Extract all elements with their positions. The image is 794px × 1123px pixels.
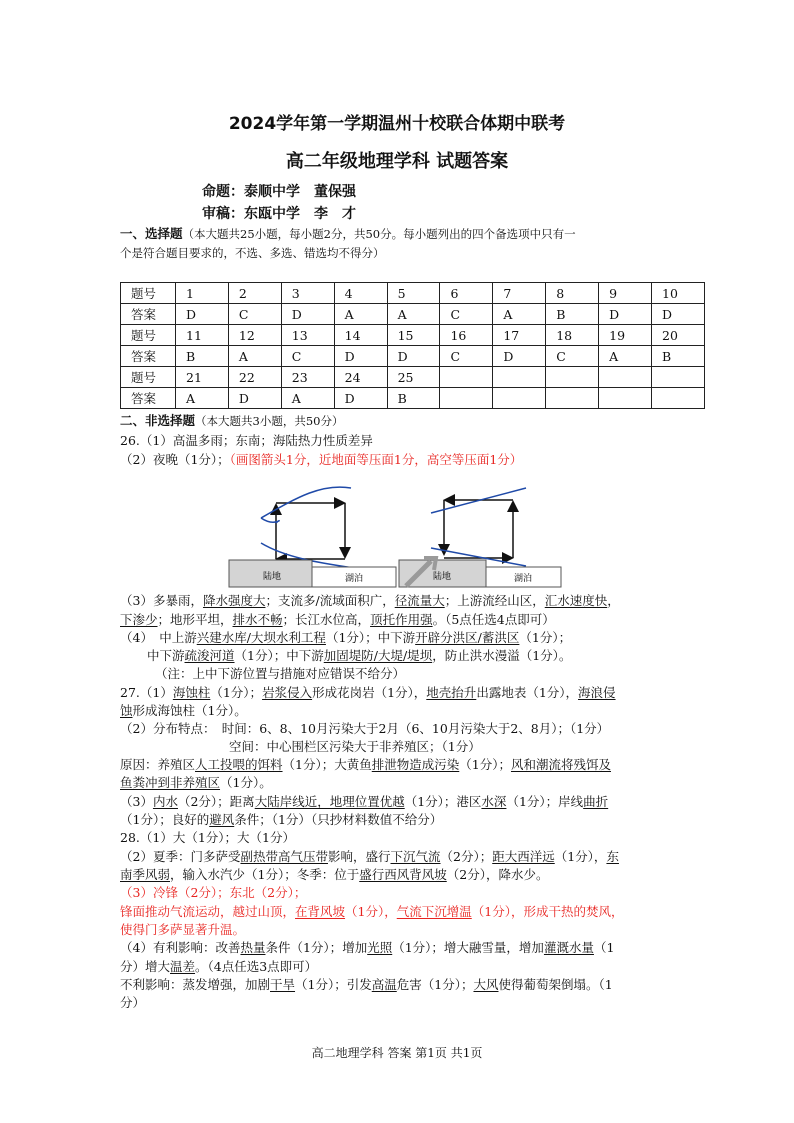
text-segment: 形成海蚀柱（1分）。 <box>132 703 247 718</box>
q27-part3-line2 <box>120 810 442 829</box>
row-header-cell: 答案 <box>121 346 176 367</box>
text-segment: 分）增大 <box>120 959 171 974</box>
answer-cell: 19 <box>599 325 652 346</box>
key-point: 顶托作用强 <box>370 612 433 627</box>
answer-cell: 3 <box>281 283 334 304</box>
q28-part4-line2 <box>120 957 317 976</box>
q26-part3-line1 <box>120 591 620 610</box>
key-point: 曲折 <box>583 794 609 809</box>
text-segment: （1分）； <box>210 685 263 700</box>
answer-cell <box>440 367 493 388</box>
text-segment: ；长江水位高， <box>282 612 371 627</box>
answer-cell: 11 <box>176 325 229 346</box>
q28-part2-line2 <box>120 865 548 884</box>
q26-part2-scoring: （画图箭头1分，近地面等压面1分，高空等压面1分） <box>229 452 523 467</box>
q28-part2-line1 <box>120 847 619 866</box>
q27-part1-line2 <box>120 701 247 720</box>
answer-cell <box>493 367 546 388</box>
answer-cell <box>546 367 599 388</box>
text-segment: 使得葡萄架倒塌。（1 <box>498 977 613 992</box>
answer-cell: B <box>387 388 440 409</box>
answer-cell: 1 <box>176 283 229 304</box>
answer-cell: 20 <box>652 325 705 346</box>
key-point: 南季风弱 <box>120 867 171 882</box>
text-segment: 27.（1） <box>120 685 173 700</box>
answer-cell: A <box>599 346 652 367</box>
answer-cell: 14 <box>334 325 387 346</box>
text-segment: （2分），降水少。 <box>446 867 549 882</box>
table-row <box>121 325 705 346</box>
answer-cell <box>652 367 705 388</box>
key-point: 下沉气流 <box>390 849 441 864</box>
key-point: 海浪侵 <box>578 685 616 700</box>
page-footer: 高二地理学科 答案 第1页 共1页 <box>311 1046 483 1060</box>
q28-part3-line1: （3）冷锋（2分）；东北（2分）； <box>120 885 307 900</box>
key-point: 热量 <box>240 940 266 955</box>
answer-cell: 21 <box>176 367 229 388</box>
answer-cell: B <box>176 346 229 367</box>
text-segment: （4）有利影响：改善 <box>120 940 241 955</box>
text-segment: ；地形平坦， <box>157 612 233 627</box>
text-segment: （1分）；良好的 <box>120 812 210 827</box>
text-segment: ；支流多/流域面积广， <box>265 593 395 608</box>
answer-cell: 7 <box>493 283 546 304</box>
key-point: 水深 <box>481 794 507 809</box>
row-header-cell: 答案 <box>121 304 176 325</box>
answer-cell: 6 <box>440 283 493 304</box>
answer-cell: 9 <box>599 283 652 304</box>
answer-cell: 8 <box>546 283 599 304</box>
key-point: 疏浚河道 <box>184 648 235 663</box>
key-point: 排水不畅 <box>232 612 283 627</box>
section1-title: 一、选择题 <box>120 226 183 241</box>
text-segment: ， <box>607 593 620 608</box>
text-segment: （1分）；中下游 <box>325 630 416 645</box>
text-segment: 。（4点任选3点即可） <box>195 959 318 974</box>
key-point: 人工投喂的饵料 <box>195 757 283 772</box>
answer-cell: D <box>652 304 705 325</box>
answer-cell: A <box>281 388 334 409</box>
answer-cell: C <box>440 346 493 367</box>
key-point: 盛行西风背风坡 <box>359 867 447 882</box>
answer-cell: C <box>281 346 334 367</box>
text-segment: 危害（1分）； <box>396 977 474 992</box>
lake-label-right: 湖泊 <box>513 574 533 584</box>
q27-part1-line1 <box>120 683 616 702</box>
q26-part4-note: （注：上中下游位置与措施对应错误不给分） <box>155 666 406 681</box>
text-segment: （1 <box>593 940 615 955</box>
answer-cell: 16 <box>440 325 493 346</box>
text-segment: （1分）；大黄鱼 <box>282 757 372 772</box>
pressure-diagram <box>226 478 566 590</box>
answer-cell: D <box>387 346 440 367</box>
text-segment: 条件；（1分）（只抄材料数值不给分） <box>234 812 443 827</box>
answer-cell: 15 <box>387 325 440 346</box>
key-point: 东 <box>606 849 619 864</box>
key-point: 高温 <box>371 977 397 992</box>
exam-subtitle: 高二年级地理学科 试题答案 <box>285 151 509 172</box>
table-row <box>121 346 705 367</box>
row-header-cell: 题号 <box>121 325 176 346</box>
answer-cell: 5 <box>387 283 440 304</box>
q26-part1: 26.（1）高温多雨；东南；海陆热力性质差异 <box>120 433 373 448</box>
answer-cell <box>546 388 599 409</box>
text-segment: 形成花岗岩（1分）， <box>312 685 427 700</box>
text-segment: 原因：养殖区 <box>120 757 196 772</box>
text-segment: 中下游 <box>147 648 185 663</box>
text-segment: （2分）；距离 <box>177 794 255 809</box>
key-point: 避风 <box>209 812 235 827</box>
q27-part3-line1 <box>120 792 608 811</box>
land-label-right: 陆地 <box>432 572 452 582</box>
key-point: 鱼粪冲到非养殖区 <box>120 775 221 790</box>
answer-cell: 4 <box>334 283 387 304</box>
answer-cell: A <box>176 388 229 409</box>
key-point: 副热带高气压带 <box>240 849 328 864</box>
key-point: 海蚀柱 <box>172 685 211 700</box>
q27-reason-line2 <box>120 773 272 792</box>
q27-part2-time: （2）分布特点： 时间：6、8、10月污染大于2月（6、10月污染大于2、8月）；（1分） <box>120 721 610 736</box>
land-label-left: 陆地 <box>262 572 282 582</box>
lake-label-left: 湖泊 <box>344 574 364 584</box>
section2-note: （本大题共3小题，共50分） <box>195 414 344 428</box>
answer-cell: A <box>334 304 387 325</box>
answer-cell: A <box>228 346 281 367</box>
answer-cell: 2 <box>228 283 281 304</box>
answer-cell: D <box>334 388 387 409</box>
text-segment: （1分），形成干热的焚风， <box>471 904 624 919</box>
answer-cell: 18 <box>546 325 599 346</box>
text-segment: ；上游流经山区， <box>444 593 545 608</box>
table-row <box>121 388 705 409</box>
answer-cell: D <box>493 346 546 367</box>
key-point: 内水 <box>152 794 178 809</box>
section1-note-cont: 个是符合题目要求的，不选、多选、错选均不得分） <box>120 246 385 260</box>
text-segment: ，输入水汽少（1分）；冬季：位于 <box>170 867 360 882</box>
answer-cell: D <box>176 304 229 325</box>
section1-note: （本大题共25小题，每小题2分，共50分。每小题列出的四个备选项中只有一 <box>182 227 576 241</box>
key-point: 径流量大 <box>394 593 445 608</box>
row-header-cell: 题号 <box>121 367 176 388</box>
answer-cell: C <box>546 346 599 367</box>
q28-part4-line1 <box>120 938 614 957</box>
text-segment: 不利影响：蒸发增强，加剧 <box>120 977 271 992</box>
text-segment: （1分）；中下游 <box>234 648 324 663</box>
text-segment: （1分）；港区 <box>404 794 482 809</box>
key-point: 岩浆侵入 <box>262 685 313 700</box>
key-point: 加固堤防/大堤/堤坝 <box>323 648 433 663</box>
text-segment: （2分）； <box>440 849 493 864</box>
section2-title: 二、非选择题 <box>120 413 196 428</box>
key-point: 距大西洋远 <box>492 849 555 864</box>
text-segment: （1分）；引发 <box>295 977 372 992</box>
key-point: 降水强度大 <box>202 593 266 608</box>
answer-cell: D <box>228 388 281 409</box>
answer-cell: D <box>334 346 387 367</box>
answer-cell: D <box>599 304 652 325</box>
answer-cell <box>599 388 652 409</box>
key-point: 汇水速度快 <box>544 593 608 608</box>
q28-part3-line2 <box>120 902 623 921</box>
key-point: 温差 <box>170 959 196 974</box>
table-row <box>121 304 705 325</box>
text-segment: （1分）；增大融雪量，增加 <box>392 940 544 955</box>
answer-cell <box>440 388 493 409</box>
left-circulation-diagram <box>229 487 396 587</box>
key-point: 光照 <box>367 940 393 955</box>
q27-reason-line1 <box>120 755 611 774</box>
key-point: 气流下沉增温 <box>396 904 472 919</box>
q26-part2 <box>120 450 522 469</box>
q28-part3-line3: 使得门多萨显著升温。 <box>120 922 246 937</box>
answer-cell: A <box>493 304 546 325</box>
answer-cell: 22 <box>228 367 281 388</box>
q27-part2-space: 空间：中心围栏区污染大于非养殖区；（1分） <box>229 739 481 754</box>
answer-cell <box>599 367 652 388</box>
text-segment: （3） <box>120 794 153 809</box>
answer-cell: 25 <box>387 367 440 388</box>
table-row <box>121 367 705 388</box>
section2-heading <box>120 411 343 431</box>
text-segment: （1分）。 <box>220 775 272 790</box>
text-segment: （2）夏季：门多萨受 <box>120 849 241 864</box>
text-segment: 条件（1分）；增加 <box>265 940 368 955</box>
exam-title: 2024学年第一学期温州十校联合体期中联考 <box>228 114 566 134</box>
table-row <box>121 283 705 304</box>
answer-cell: C <box>440 304 493 325</box>
reviewer-line: 审稿：东瓯中学 李 才 <box>202 206 356 222</box>
answer-cell: 12 <box>228 325 281 346</box>
answer-cell: 23 <box>281 367 334 388</box>
text-segment: （1分）；岸线 <box>506 794 584 809</box>
key-point: 开辟分洪区/蓄洪区 <box>415 630 520 645</box>
text-segment: （3）多暴雨， <box>120 593 203 608</box>
answer-cell: B <box>546 304 599 325</box>
q26-part2-answer: （2）夜晚（1分）； <box>120 452 230 467</box>
answer-cell: A <box>387 304 440 325</box>
key-point: 大陆岸线近，地理位置优越 <box>254 794 405 809</box>
text-segment: （1分）； <box>459 757 511 772</box>
q28-part5-line1 <box>120 975 613 994</box>
q28-part5-line2: 分） <box>120 995 146 1010</box>
text-segment: ，防止洪水漫溢（1分）。 <box>432 648 572 663</box>
answer-cell: C <box>228 304 281 325</box>
answer-cell: B <box>652 346 705 367</box>
key-point: 排泄物造成污染 <box>371 757 460 772</box>
key-point: 风和潮流将残饵及 <box>510 757 611 772</box>
q28-part1: 28.（1）大（1分）；大（1分） <box>120 830 295 845</box>
answer-cell: 13 <box>281 325 334 346</box>
key-point: 兴建水库/大坝水利工程 <box>196 630 326 645</box>
key-point: 下渗少 <box>120 612 158 627</box>
key-point: 灌溉水量 <box>543 940 594 955</box>
answer-cell <box>652 388 705 409</box>
text-segment: （1分）； <box>519 630 572 645</box>
q26-part4-line1 <box>120 628 571 647</box>
row-header-cell: 答案 <box>121 388 176 409</box>
key-point: 地壳抬升 <box>426 685 477 700</box>
text-segment: 。（5点任选4点即可） <box>432 612 555 627</box>
text-segment: （4） 中上游 <box>120 630 197 645</box>
key-point: 大风 <box>473 977 499 992</box>
answer-cell: 24 <box>334 367 387 388</box>
text-segment: 影响，盛行 <box>327 849 391 864</box>
key-point: 干旱 <box>270 977 296 992</box>
text-segment: （1分）， <box>554 849 607 864</box>
q26-part4-line2 <box>147 646 571 665</box>
answer-cell: 17 <box>493 325 546 346</box>
key-point: 在背风坡 <box>295 904 346 919</box>
key-point: 蚀 <box>120 703 133 718</box>
answer-table <box>120 282 705 409</box>
row-header-cell: 题号 <box>121 283 176 304</box>
text-segment: 出露地表（1分）， <box>476 685 579 700</box>
answer-cell: 10 <box>652 283 705 304</box>
text-segment: （1分）， <box>345 904 397 919</box>
section1-heading <box>120 224 576 244</box>
q26-part3-line2 <box>120 610 555 629</box>
author-line: 命题：泰顺中学 董保强 <box>202 184 356 200</box>
text-segment: 锋面推动气流运动，越过山顶， <box>120 904 296 919</box>
answer-cell: D <box>281 304 334 325</box>
answer-cell <box>493 388 546 409</box>
